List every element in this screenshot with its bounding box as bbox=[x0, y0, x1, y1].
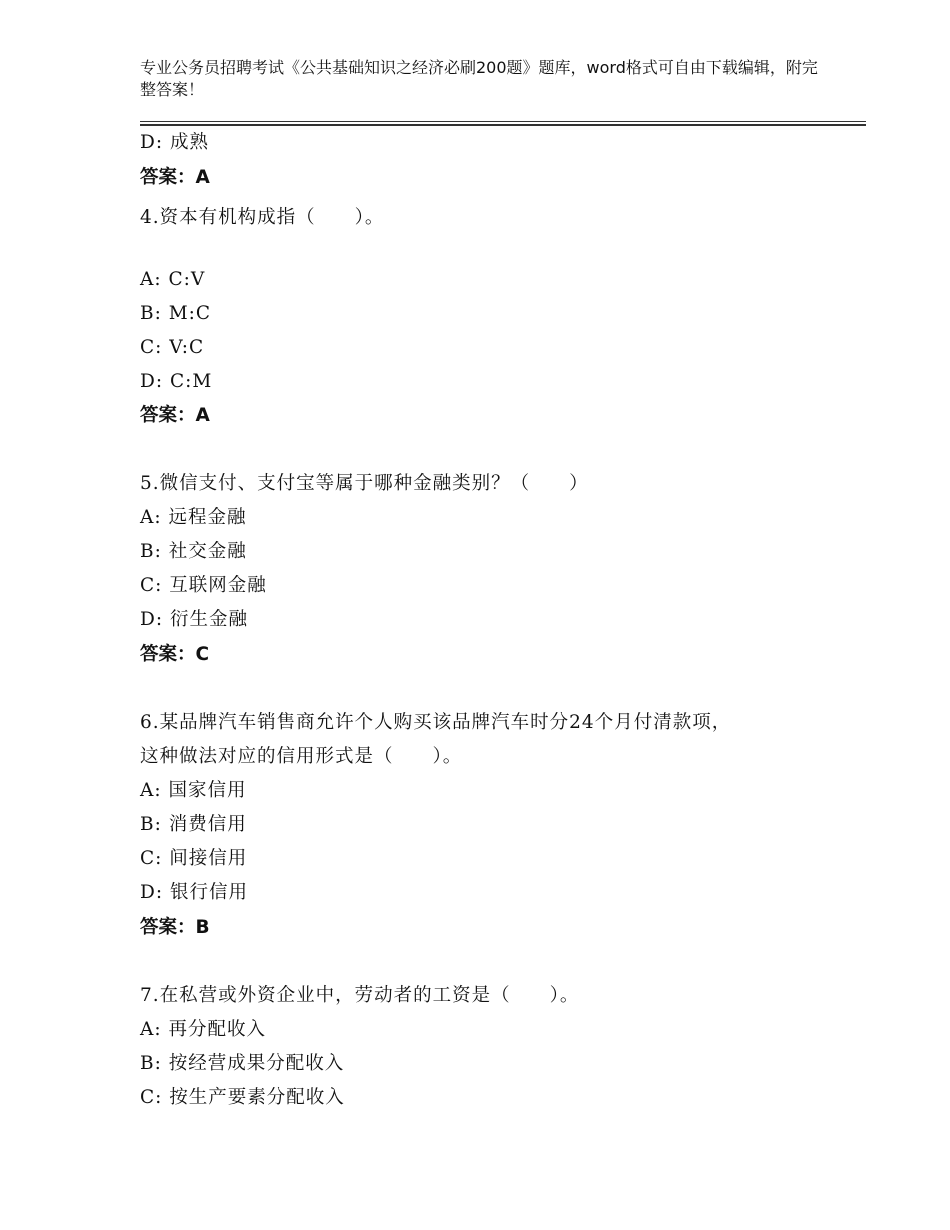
q6-answer: 答案：B bbox=[140, 917, 210, 938]
q6-option-a: A: 国家信用 bbox=[140, 780, 247, 801]
q4-option-c: C: V:C bbox=[140, 337, 205, 358]
q5-option-c: C: 互联网金融 bbox=[140, 575, 267, 596]
q7-option-c: C: 按生产要素分配收入 bbox=[140, 1087, 345, 1108]
header-divider-thin bbox=[140, 121, 866, 122]
q4-option-a: A: C:V bbox=[140, 269, 206, 290]
document-header: 专业公务员招聘考试《公共基础知识之经济必刷200题》题库，word格式可自由下载编辑，附完整答案！ bbox=[140, 58, 818, 99]
q6-option-c: C: 间接信用 bbox=[140, 848, 248, 869]
q4-option-d: D: C:M bbox=[140, 371, 213, 392]
q3-option-d: D: 成熟 bbox=[140, 132, 209, 153]
q5-option-a: A: 远程金融 bbox=[140, 507, 247, 528]
q4-option-b: B: M:C bbox=[140, 303, 212, 324]
q5-option-d: D: 衍生金融 bbox=[140, 609, 248, 630]
q3-answer: 答案：A bbox=[140, 167, 210, 188]
q7-option-b: B: 按经营成果分配收入 bbox=[140, 1053, 345, 1074]
q5-answer: 答案：C bbox=[140, 644, 210, 665]
q6-option-b: B: 消费信用 bbox=[140, 814, 247, 835]
q7-stem: 7.在私营或外资企业中，劳动者的工资是（ ）。 bbox=[140, 985, 580, 1006]
q6-option-d: D: 银行信用 bbox=[140, 882, 248, 903]
q5-stem: 5.微信支付、支付宝等属于哪种金融类别？（ ） bbox=[140, 473, 589, 494]
q5-option-b: B: 社交金融 bbox=[140, 541, 247, 562]
header-divider-thick bbox=[140, 124, 866, 126]
q4-stem: 4.资本有机构成指（ ）。 bbox=[140, 207, 385, 228]
q6-stem-line1: 6.某品牌汽车销售商允许个人购买该品牌汽车时分24个月付清款项， bbox=[140, 712, 732, 733]
q7-option-a: A: 再分配收入 bbox=[140, 1019, 266, 1040]
q4-answer: 答案：A bbox=[140, 405, 210, 426]
q6-stem-line2: 这种做法对应的信用形式是（ ）。 bbox=[140, 746, 463, 767]
